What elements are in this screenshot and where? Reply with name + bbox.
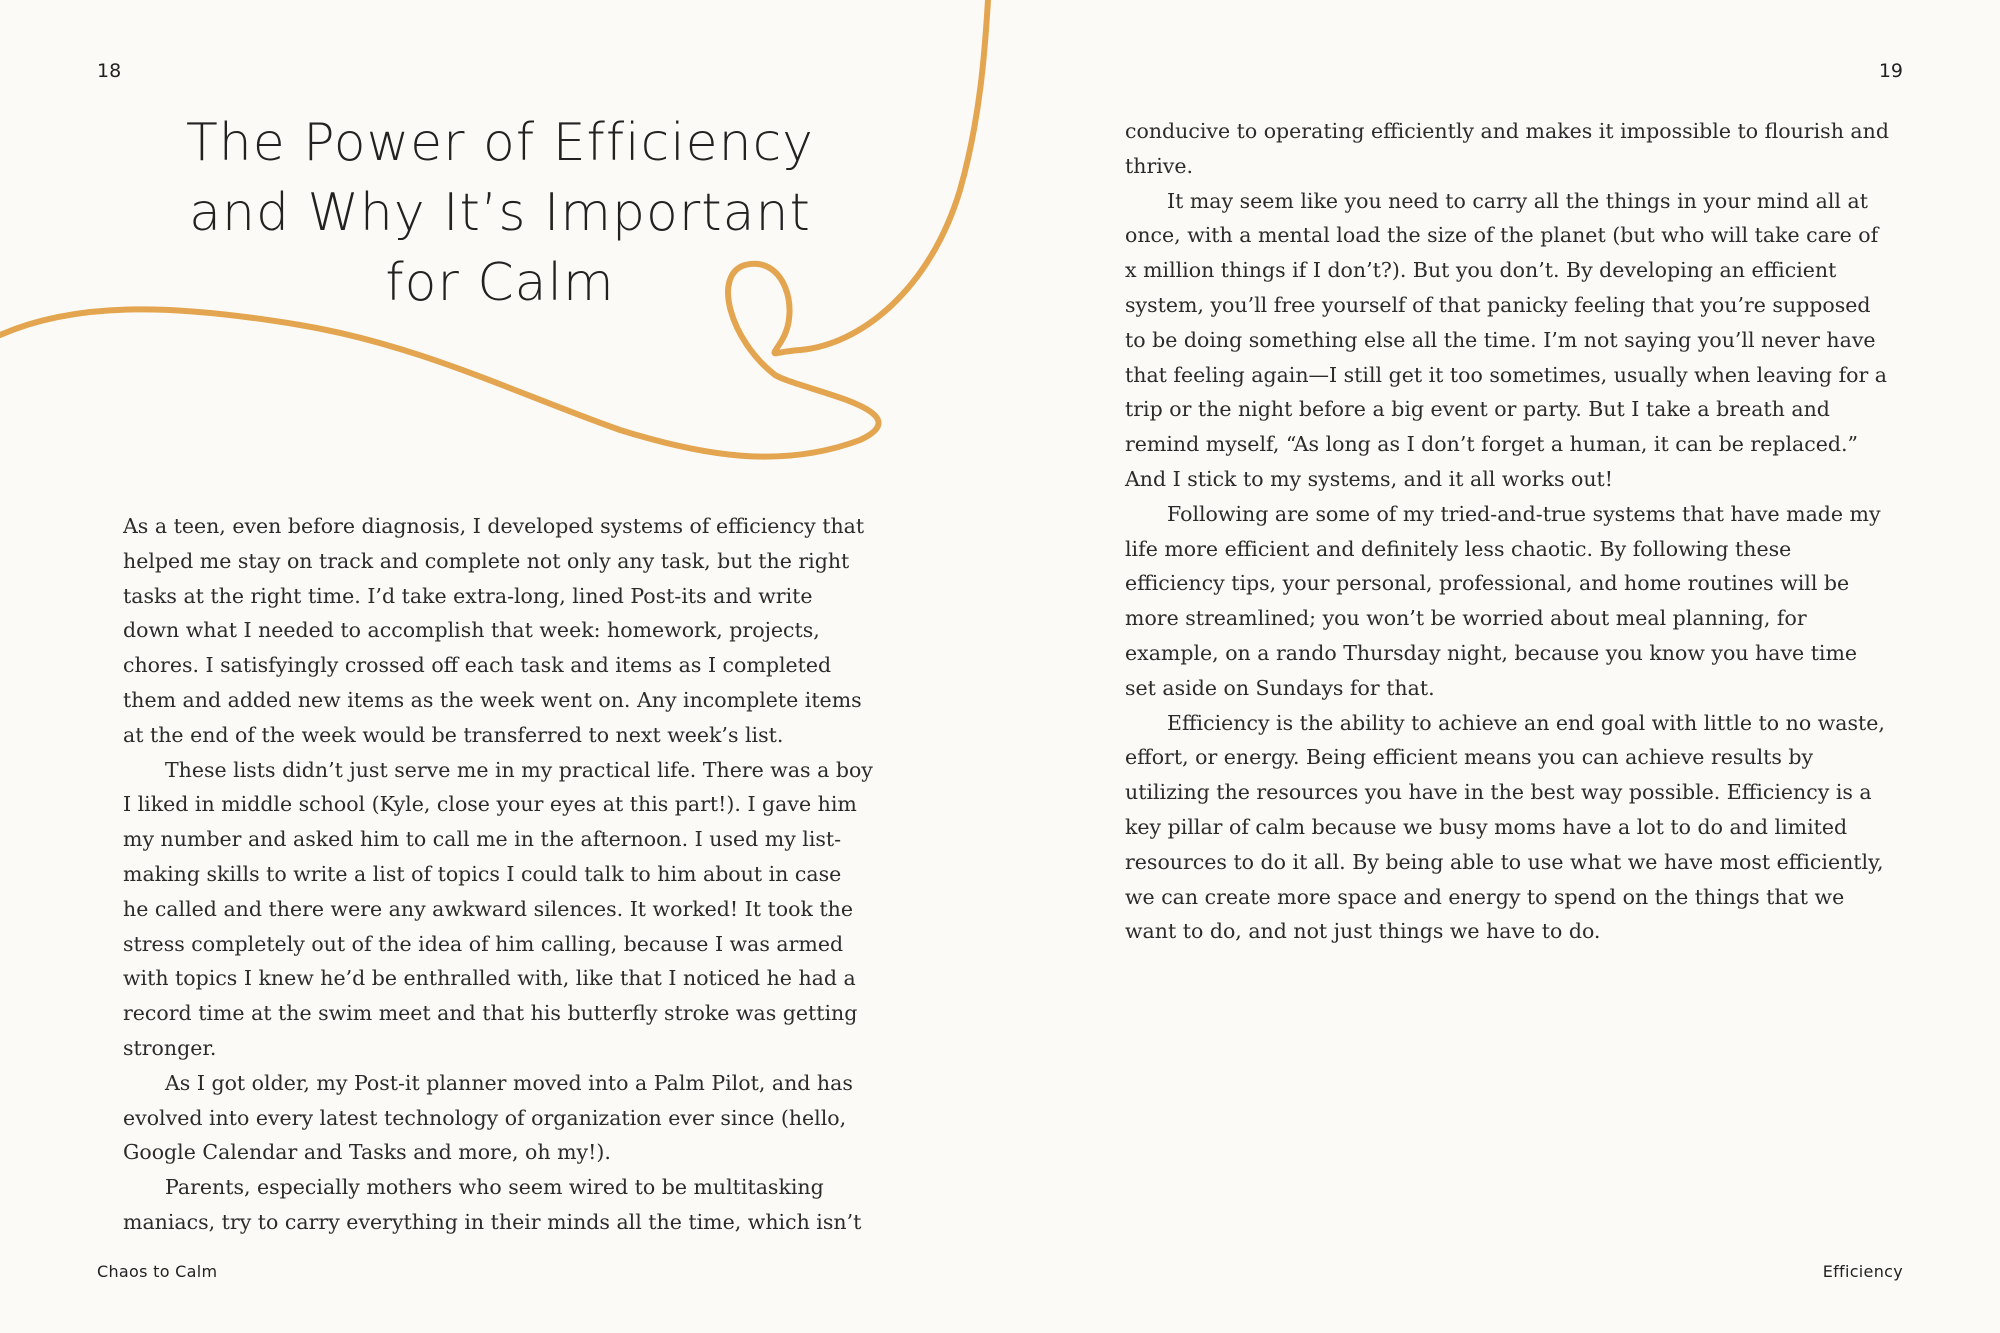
left-body-text [123,509,873,1240]
right-running-foot: Efficiency [1822,1262,1903,1281]
paragraph: These lists didn’t just serve me in my practical life. There was a boy I liked in middle school (Kyle, close your eyes at this part!). I gave him my number and asked him to call me in the afternoon. I used my list-making skills to write a list of topics I could talk to him about in case he called and there were any awkward silences. It worked! It took the stress completely out of the idea of him calling, because I was armed with topics I knew he’d be enthralled with, like that I noticed he had a record time at the swim meet and that his butterfly stroke was getting stronger. [123,757,873,1060]
chapter-title [140,108,860,318]
paragraph: As I got older, my Post-it planner moved into a Palm Pilot, and has evolved into every latest technology of organization ever since (hello, Google Calendar and Tasks and more, oh my!). [123,1070,853,1165]
paragraph: Parents, especially mothers who seem wired to be multitasking maniacs, try to carry everything in their minds all the time, which isn’t [123,1175,862,1234]
paragraph: As a teen, even before diagnosis, I developed systems of efficiency that helped me stay on track and complete not only any task, but the right tasks at the right time. I’d take extra-long, lined Post-its and write down what I needed to accomplish that week: homework, projects, chores. I satisfyingly crossed off each task and items as I completed them and added new items as the week went on. Any incomplete items at the end of the week would be transferred to next week’s list. [123,514,865,747]
chapter-title-line-2: and Why It’s Important [189,183,811,243]
chapter-title-line-1: The Power of Efficiency [186,113,814,173]
left-running-foot: Chaos to Calm [97,1262,218,1281]
right-page-number: 19 [1878,60,1903,82]
paragraph: Following are some of my tried-and-true systems that have made my life more efficient and definitely less chaotic. By following these efficiency tips, your personal, professional, and home routines will be more streamlined; you won’t be worried about meal planning, for example, on a rando Thursday night, because you know you have time set aside on Sundays for that. [1125,501,1881,700]
paragraph: Efficiency is the ability to achieve an end goal with little to no waste, effort, or energy. Being efficient means you can achieve results by utilizing the resources you have in the best way possible. Efficiency is a key pillar of calm because we busy moms have a lot to do and limited resources to do it all. By being able to use what we have most efficiently, we can create more space and energy to spend on the things that we want to do, and not just things we have to do. [1125,710,1885,944]
paragraph: conducive to operating efficiently and makes it impossible to flourish and thrive. [1125,119,1889,178]
paragraph: It may seem like you need to carry all the things in your mind all at once, with a mental load the size of the planet (but who will take care of x million things if I don’t?). But you don’t. By developing an efficient system, you’ll free yourself of that panicky feeling that you’re supposed to be doing something else all the time. I’m not saying you’ll never have that feeling again—I still get it too sometimes, usually when leaving for a trip or the night before a big event or party. But I take a breath and remind myself, “As long as I don’t forget a human, it can be replaced.” And I stick to my systems, and it all works out! [1125,188,1888,491]
chapter-title-line-3: for Calm [385,253,615,313]
right-body-text [1125,114,1890,949]
left-page-number: 18 [97,60,122,82]
